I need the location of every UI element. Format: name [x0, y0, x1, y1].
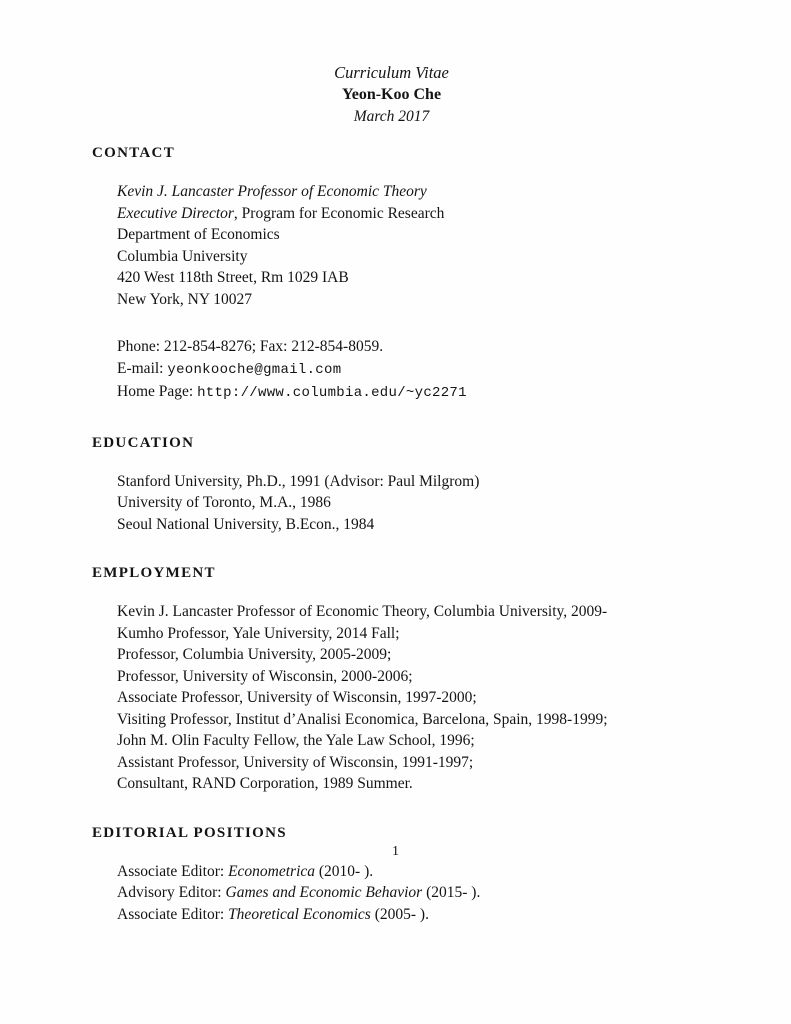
street-address-line: 420 West 118th Street, Rm 1029 IAB — [117, 269, 349, 286]
phone-fax-line: Phone: 212-854-8276; Fax: 212-854-8059. — [117, 338, 384, 355]
education-list — [117, 471, 691, 536]
editorial-item — [117, 882, 691, 904]
section-education — [92, 435, 691, 536]
editorial-positions-list — [117, 861, 691, 926]
university-line: Columbia University — [117, 247, 248, 265]
editorial-item — [117, 904, 691, 926]
employment-item: Visiting Professor, Institut d’Analisi Economica, Barcelona, Spain, 1998-1999; — [117, 710, 608, 728]
editorial-item — [117, 861, 691, 883]
director-title: Executive Director — [117, 204, 234, 222]
education-item: University of Toronto, M.A., 1986 — [117, 494, 331, 511]
employment-list — [117, 601, 691, 795]
email-label: E-mail: — [117, 359, 168, 377]
employment-item: Professor, Columbia University, 2005-2009; — [117, 646, 392, 663]
editorial-role: Advisory Editor: — [117, 884, 226, 901]
education-heading: EDUCATION — [92, 434, 195, 451]
editorial-dates: (2015- ). — [422, 884, 481, 901]
section-editorial-positions — [92, 825, 691, 926]
editorial-positions-heading: EDITORIAL POSITIONS — [92, 824, 287, 841]
editorial-dates: (2005- ). — [370, 905, 429, 923]
director-organization: , Program for Economic Research — [233, 204, 445, 222]
author-name: Yeon-Koo Che — [341, 86, 442, 103]
contact-heading: CONTACT — [92, 145, 175, 161]
education-item: Stanford University, Ph.D., 1991 (Advisor: Paul Milgrom) — [117, 472, 480, 490]
document-date: March 2017 — [353, 108, 430, 125]
employment-item: Associate Professor, University of Wisconsin, 1997-2000; — [117, 689, 477, 706]
document-header — [92, 62, 691, 128]
education-item: Seoul National University, B.Econ., 1984 — [117, 515, 375, 533]
journal-name: Econometrica — [228, 862, 316, 880]
homepage-url: http://www.columbia.edu/~yc2271 — [197, 385, 467, 401]
employment-item: Kevin J. Lancaster Professor of Economic Theory, Columbia University, 2009- — [117, 603, 608, 620]
department-line: Department of Economics — [117, 226, 280, 243]
section-employment — [92, 565, 691, 795]
email-address: yeonkooche@gmail.com — [167, 361, 342, 378]
employment-item: Consultant, RAND Corporation, 1989 Summer. — [117, 775, 413, 792]
employment-heading: EMPLOYMENT — [92, 565, 216, 581]
professor-title-line: Kevin J. Lancaster Professor of Economic Theory — [117, 183, 427, 200]
contact-address-block — [117, 181, 691, 310]
editorial-role: Associate Editor: — [117, 905, 229, 923]
employment-item: Assistant Professor, University of Wisconsin, 1991-1997; — [117, 753, 474, 771]
director-line — [117, 203, 691, 225]
editorial-dates: (2010- ). — [315, 862, 374, 880]
city-line: New York, NY 10027 — [117, 290, 253, 308]
homepage-line — [117, 381, 691, 405]
journal-name: Theoretical Economics — [228, 905, 371, 923]
document-title: Curriculum Vitae — [334, 63, 449, 82]
page-number: 1 — [392, 844, 399, 859]
editorial-role: Associate Editor: — [117, 862, 229, 880]
email-line — [117, 358, 691, 382]
employment-item: John M. Olin Faculty Fellow, the Yale Law School, 1996; — [117, 732, 475, 749]
employment-item: Professor, University of Wisconsin, 2000-2006; — [117, 667, 413, 685]
employment-item: Kumho Professor, Yale University, 2014 Fall; — [117, 624, 400, 642]
section-contact — [92, 145, 691, 405]
journal-name: Games and Economic Behavior — [225, 884, 423, 901]
homepage-label: Home Page: — [117, 383, 198, 400]
contact-communication-block — [117, 336, 691, 405]
